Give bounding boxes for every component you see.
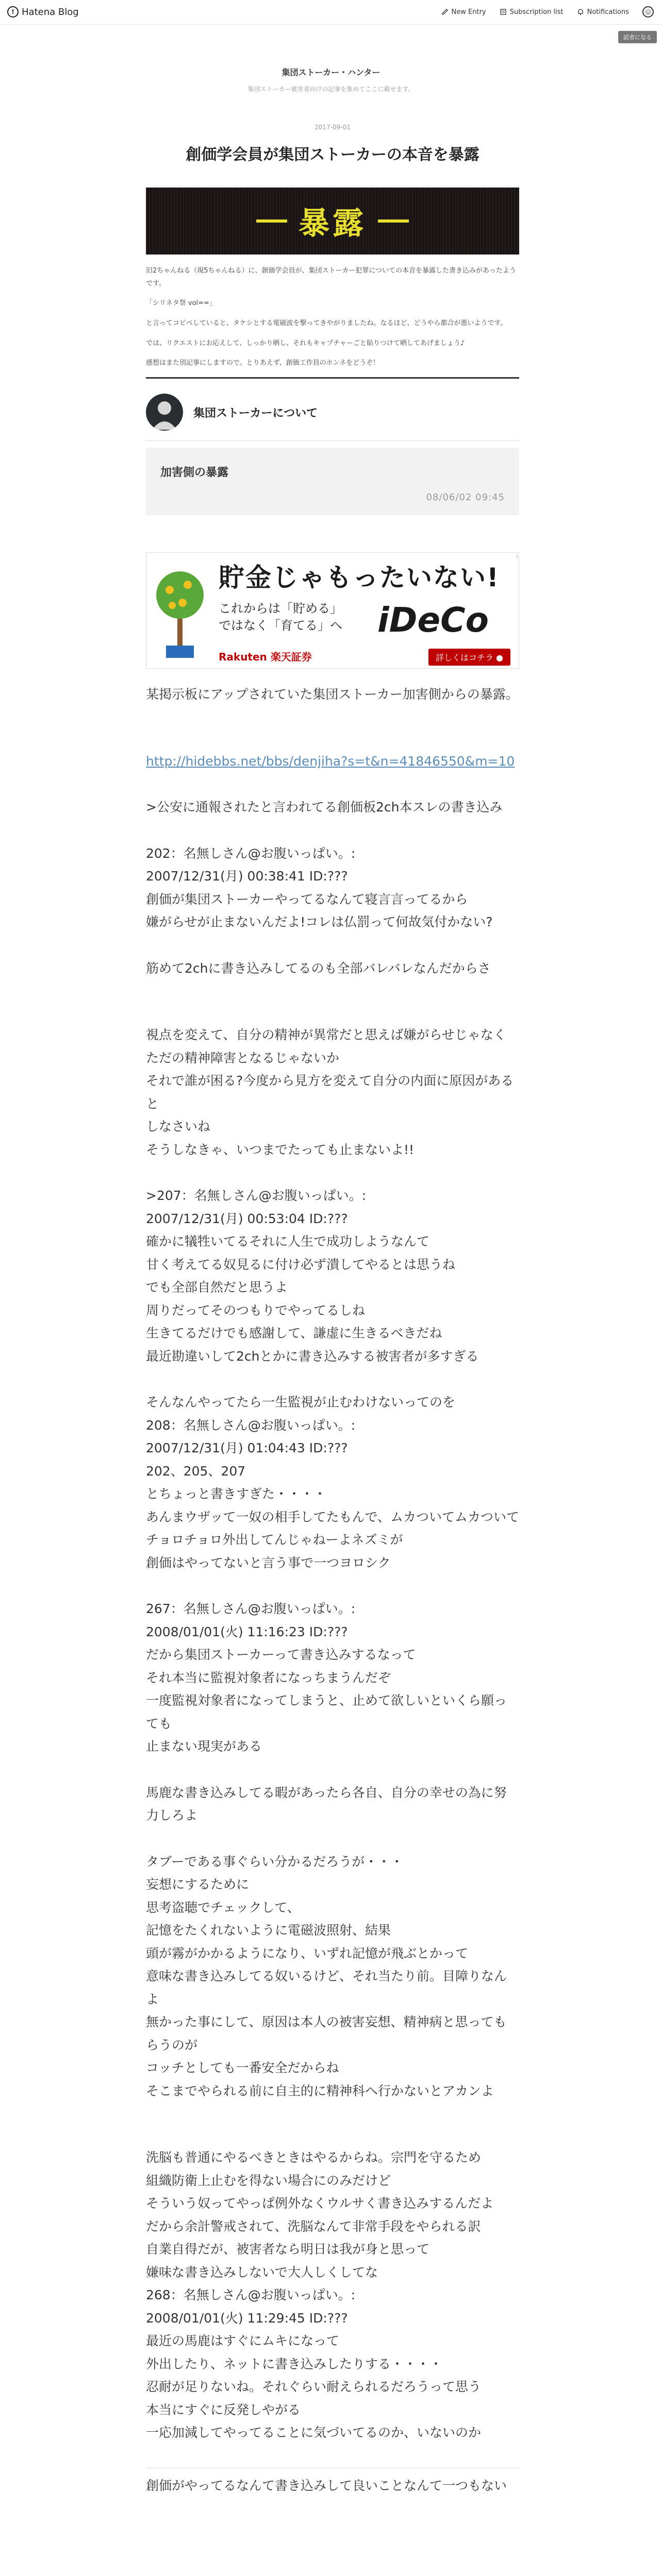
body-paragraph: >207：名無しさん@お腹いっぱい。: 2007/12/31(月) 00:53:04 ID:??? 確かに犠牲いてるそれに人生で成功しようなんて 甘く考えてる奴見るに付け必ず潰してやるとは思うね でも全部自然だと思うよ 周りだってそのつもりでやってるしね 生きてるだけでも感謝して、謙虚に生きるべきだね 最近勘違いして2chとかに書き込みする被害者が多すぎる <box>146 1188 479 1364</box>
brand-label: Hatena Blog <box>22 6 79 18</box>
ad-sponsor: Rakuten 楽天証券 <box>219 651 312 664</box>
notifications-button[interactable] <box>577 8 629 16</box>
subscription-list-label: Subscription list <box>509 8 564 16</box>
quote-title: 加害側の暴露 <box>160 466 229 480</box>
hatena-icon: ! <box>7 6 19 18</box>
banner-text: 暴露 <box>299 206 367 242</box>
ad-info-icon[interactable]: i <box>516 554 518 560</box>
money-tree-icon <box>152 559 208 662</box>
ad-subline-2: ではなく「育てる」へ <box>219 618 342 633</box>
post-date[interactable]: 2017-09-01 <box>315 124 351 131</box>
article-body <box>146 683 519 2497</box>
ad-cta-button[interactable]: 詳しくはコチラ ● <box>428 649 510 666</box>
intro-paragraph: 感想はまた別記事にしますので。とりあえず、創価工作員のホンネをどうぞ！ <box>146 359 380 367</box>
body-paragraph: 某掲示板にアップされていた集団ストーカー加害側からの暴露。 <box>146 687 519 702</box>
banner-image <box>146 188 519 255</box>
intro-paragraph: 旧2ちゃんねる（現5ちゃんねる）に、創価学会員が、集団ストーカー犯罪についての本音を暴露した書き込みがあったようです。 <box>146 267 516 287</box>
user-avatar-icon[interactable]: ☺ <box>642 6 654 18</box>
ad-headline: 貯金じゃもったいない! <box>219 563 500 593</box>
source-link[interactable]: http://hidebbs.net/bbs/denjiha?s=t&n=41846550&m=10 <box>146 753 515 769</box>
advertisement-banner[interactable] <box>146 552 519 669</box>
intro-paragraph: では、リクエストにお応えして、しっかり晒し、それもキャプチャーごと貼りつけて晒してあげましょう♪ <box>146 339 465 347</box>
ad-subline <box>219 600 342 634</box>
person-avatar-icon <box>146 394 183 431</box>
bell-icon <box>577 8 584 15</box>
body-spacer <box>146 1003 519 1024</box>
body-paragraph: そんなんやってたら一生監視が止むわけないってのを 208：名無しさん@お腹いっぱい。: 2007/12/31(月) 01:04:43 ID:??? 202、205、207 とちょっと書きすぎた・・・・ あんまウザッて一奴の相手してたもんで、ムカついてムカついて チョロチョロ外出してんじゃねーよネズミが 創価はやってないと言う事で一つヨロシク <box>146 1395 520 1570</box>
body-paragraph: 馬鹿な書き込みしてる暇があったら各自、自分の幸せの為に努力しろよ <box>146 1785 507 1823</box>
section-title: 集団ストーカーについて <box>193 406 318 420</box>
subscribe-reader-button[interactable]: 読者になる <box>618 31 657 43</box>
link-paragraph <box>146 750 519 773</box>
top-nav <box>441 6 654 18</box>
new-entry-button[interactable] <box>441 8 486 16</box>
section-rule <box>146 440 519 441</box>
body-paragraph: 202：名無しさん@お腹いっぱい。: 2007/12/31(月) 00:38:41 ID:??? 創価が集団ストーカーやってるなんて寝言言ってるから 嫌がらせが止まないんだよ!コレは仏罰って何故気付かない? <box>146 845 493 930</box>
list-icon <box>500 8 507 15</box>
global-header <box>0 0 662 25</box>
notifications-label: Notifications <box>587 8 629 16</box>
quote-date: 08/06/02 09:45 <box>426 492 505 503</box>
article <box>146 124 519 2520</box>
intro-paragraph: 「シリネタ祭 vol==」 <box>146 299 216 308</box>
body-spacer <box>146 2126 519 2146</box>
body-paragraph: タブーである事ぐらい分かるだろうが・・・ 妄想にするために 思考盗聴でチェックして、 記憶をたくれないように電磁波照射、結果 頭が霧がかかるようになり、いずれ記憶が飛ぶとかって 意味な書き込みしてる奴いるけど、それ当たり前。目障りなんよ 無かった事にして、原因は本人の被害妄想、精神病と思ってもらうのが コッチとしても一番安全だからね そこまでやられる前に自主的に精神科へ行かないとアカンよ <box>146 1854 507 2098</box>
section-divider <box>146 377 519 379</box>
intro-paragraph: と言ってコピペしていると、タケシとする電磁波を撃ってきやがりましたね。なるほど、どうやら都合が悪いようです。 <box>146 319 507 328</box>
subscription-list-button[interactable] <box>500 8 564 16</box>
blog-title[interactable]: 集団ストーカー・ハンター <box>282 67 380 77</box>
body-paragraph: 洗脳も普通にやるべきときはやるからね。宗門を守るため 組織防衛上止むを得ない場合にのみだけど そういう奴ってやっぱ例外なくウルサく書き込みするんだよ だから余計警戒されて、洗脳なんて非常手段をやられる訳 自業自得だが、被害者なら明日は我が身と思って 嫌味な書き込みしないで大人しくしてな 268：名無しさん@お腹いっぱい。: 2008/01/01(火) 11:29:45 ID:??? 最近の馬鹿はすぐにムキになって 外出したり、ネットに書き込みしたりする・・・・ 忍耐が足りないね。それぐらい耐えられるだろうって思う 本当にすぐに反発しやがる 一応加減してやってることに気づいてるのか、いないのか <box>146 2150 494 2441</box>
pencil-icon <box>441 8 449 15</box>
banner-line-right <box>378 219 409 223</box>
intro-text <box>146 265 519 370</box>
section-header <box>146 389 519 435</box>
banner-text-group <box>256 199 409 243</box>
body-paragraph: 267：名無しさん@お腹いっぱい。: 2008/01/01(火) 11:16:23 ID:??? だから集団ストーカーって書き込みするなって それ本当に監視対象者になっちまうんだぞ 一度監視対象者になってしまうと、止めて欲しいといくら願っても 止まない現実がある <box>146 1601 507 1754</box>
new-entry-label: New Entry <box>451 8 486 16</box>
body-spacer <box>146 730 519 750</box>
ad-product: iDeCo <box>377 600 489 640</box>
hatena-logo[interactable] <box>7 6 79 18</box>
body-paragraph: 筋めて2chに書き込みしてるのも全部バレバレなんだからさ <box>146 960 491 976</box>
post-title[interactable]: 創価学会員が集団ストーカーの本音を暴露 <box>186 146 479 164</box>
blog-description: 集団ストーカー被害者向けの記事を集めてここに載せます。 <box>247 86 415 93</box>
banner-line-left <box>256 219 287 223</box>
ad-subline-1: これからは「貯める」 <box>219 601 342 616</box>
body-paragraph: 創価がやってるなんて書き込みして良いことなんて一つもない <box>146 2478 507 2493</box>
body-paragraph: 視点を変えて、自分の精神が異常だと思えば嫌がらせじゃなく ただの精神障害となるじゃないか それで誰が困る?今度から見方を変えて自分の内面に原因があると しなさいね そうしなきゃ、いつまでたっても止まないよ!! <box>146 1027 514 1157</box>
body-paragraph: >公安に通報されたと言われてる創価板2ch本スレの書き込み <box>146 800 503 815</box>
quote-box <box>146 448 519 515</box>
